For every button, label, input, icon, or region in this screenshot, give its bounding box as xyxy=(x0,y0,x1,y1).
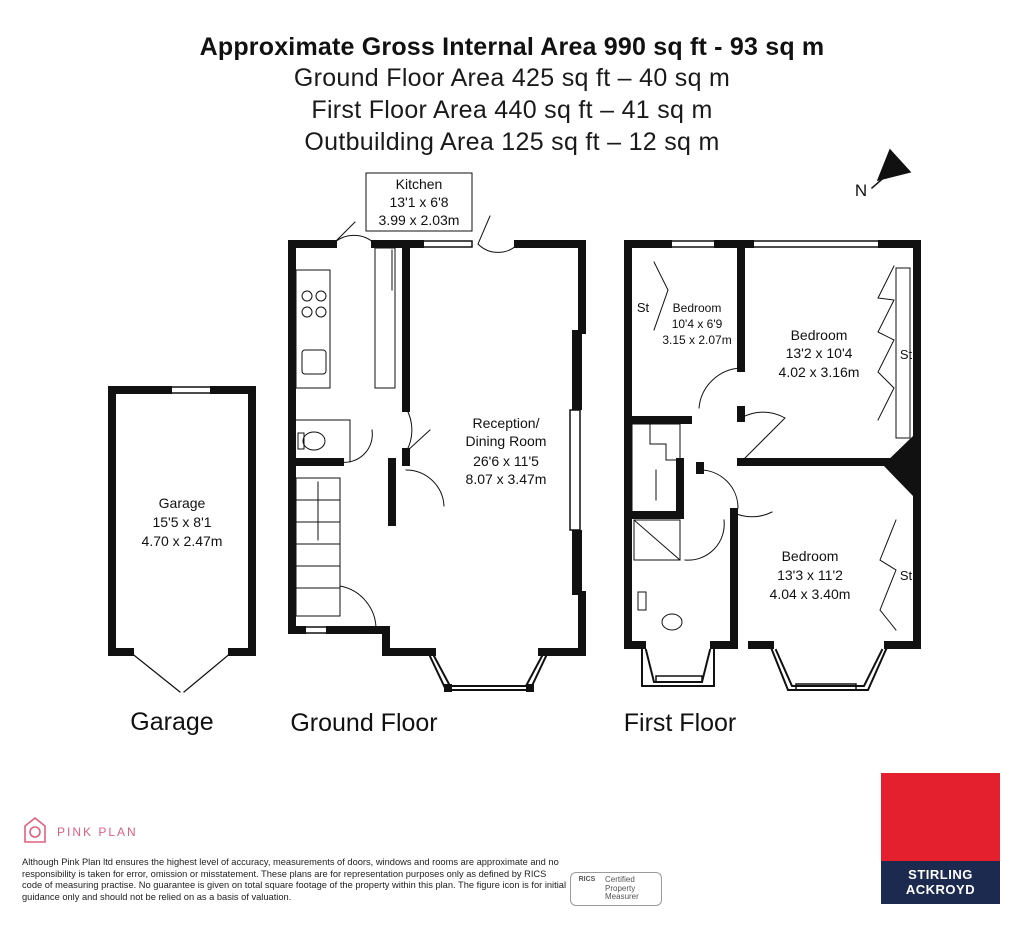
kitchen-name: Kitchen xyxy=(395,176,443,192)
bedroom-front-imperial: 13'3 x 11'2 xyxy=(777,567,843,583)
agent-logo-emblem-area xyxy=(881,773,1000,861)
bedroom-back-name: Bedroom xyxy=(790,327,848,343)
compass-arrow xyxy=(872,150,910,188)
pink-plan-logo-icon xyxy=(25,818,45,842)
ground-floor-area: Ground Floor Area 425 sq ft – 40 sq m xyxy=(293,64,731,92)
first-triangle-wall xyxy=(883,436,913,496)
garage-window xyxy=(168,387,214,393)
rics-badge xyxy=(570,872,662,906)
reception-name2: Dining Room xyxy=(465,433,547,449)
store-label-2: St xyxy=(899,347,913,362)
bedroom-small-metric: 3.15 x 2.07m xyxy=(662,333,732,347)
kitchen-imperial: 13'1 x 6'8 xyxy=(389,194,449,210)
bedroom-small-imperial: 10'4 x 6'9 xyxy=(671,317,723,331)
rics-text xyxy=(605,876,639,902)
garage-floor-label: Garage xyxy=(130,708,214,736)
first-stairs xyxy=(632,424,680,512)
agent-logo-text xyxy=(881,861,1000,904)
kitchen-fittings xyxy=(296,248,395,388)
rics-line-3: Measurer xyxy=(605,892,639,901)
first-bathroom xyxy=(634,520,682,630)
bedroom-small-name: Bedroom xyxy=(672,301,722,315)
first-floor-label: First Floor xyxy=(623,709,737,737)
area-title: Approximate Gross Internal Area 990 sq ft - 93 sq m xyxy=(199,33,825,61)
reception-bay-pillars xyxy=(428,330,582,692)
ground-wc xyxy=(296,420,350,462)
rics-line-1: Certified xyxy=(605,875,635,884)
reception-metric: 8.07 x 3.47m xyxy=(465,471,547,487)
outbuilding-area: Outbuilding Area 125 sq ft – 12 sq m xyxy=(304,128,720,156)
bedroom-front-metric: 4.04 x 3.40m xyxy=(769,586,851,602)
reception-imperial: 26'6 x 11'5 xyxy=(473,453,539,469)
ground-stairs xyxy=(296,478,340,616)
first-floor-walls xyxy=(628,244,917,645)
bedroom-back-imperial: 13'2 x 10'4 xyxy=(785,345,853,361)
rics-line-2: Property xyxy=(605,883,636,893)
bedroom-front-name: Bedroom xyxy=(781,548,839,564)
store-label-1: St xyxy=(636,300,650,315)
first-floor-area: First Floor Area 440 sq ft – 41 sq m xyxy=(311,96,713,124)
garage-name: Garage xyxy=(158,495,206,511)
agent-name-line-1: STIRLING xyxy=(908,867,973,882)
kitchen-metric: 3.99 x 2.03m xyxy=(378,212,460,228)
store-label-3: St xyxy=(899,568,913,583)
bedroom-back-metric: 4.02 x 3.16m xyxy=(778,364,860,380)
ground-floor-label: Ground Floor xyxy=(290,709,438,737)
compass-label: N xyxy=(854,181,868,200)
garage-metric: 4.70 x 2.47m xyxy=(141,533,223,549)
garage-doors xyxy=(130,652,232,692)
pink-plan-brand: PINK PLAN xyxy=(57,825,138,839)
reception-name: Reception/ xyxy=(472,415,540,431)
rics-logo: RICS xyxy=(578,876,596,883)
agent-logo xyxy=(881,773,1000,904)
garage-imperial: 15'5 x 8'1 xyxy=(152,514,212,530)
disclaimer-text: Although Pink Plan ltd ensures the highest level of accuracy, measurements of doors, windows and rooms are approximate and no responsibility is taken for error, omission or misstatement. These plans are for representation purposes only as defined by RICS code of measuring practise. No guarantee is given on total square footage of the property within this plan. The figure icon is for initial guidance only and should not be relied on as a basis of valuation. xyxy=(22,857,567,902)
agent-name-line-2: ACKROYD xyxy=(905,882,976,897)
